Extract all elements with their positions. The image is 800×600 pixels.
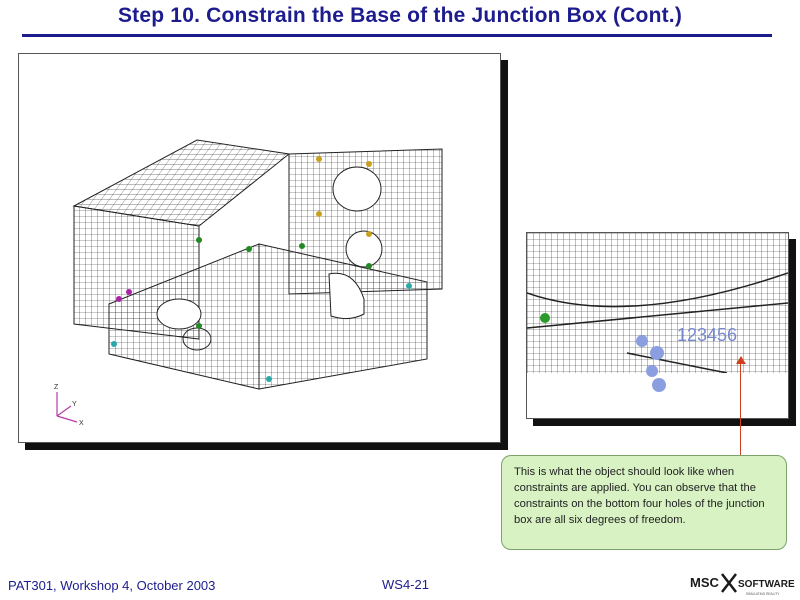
svg-text:SIMULATING REALITY: SIMULATING REALITY [746, 592, 780, 596]
footer-course: PAT301, Workshop 4, October 2003 [8, 578, 216, 593]
mesh-model-image [18, 53, 501, 443]
callout-text: This is what the object should look like when constraints are applied. You can observe that the constraints on the bottom four holes of the junction box are all six degrees of freedom. [514, 466, 765, 526]
callout-leader-line [740, 362, 741, 456]
zoomed-detail-image [526, 232, 789, 419]
junction-box-mesh [19, 54, 500, 442]
footer-page-number: WS4-21 [382, 577, 429, 592]
axis-triad [54, 384, 84, 427]
axis-x-label: X [79, 420, 84, 427]
svg-text:MSC: MSC [690, 575, 719, 590]
title-rule [22, 34, 772, 37]
svg-text:SOFTWARE: SOFTWARE [738, 579, 795, 590]
callout-arrow-head [736, 356, 746, 364]
page-title: Step 10. Constrain the Base of the Junction Box (Cont.) [117, 4, 683, 27]
axis-z-label: Z [54, 384, 59, 391]
zoomed-mesh [527, 233, 788, 418]
info-callout [501, 455, 787, 550]
axis-y-label: Y [72, 401, 77, 408]
msc-software-logo [688, 570, 798, 598]
zoom-dof-label: 123456 [677, 325, 738, 345]
